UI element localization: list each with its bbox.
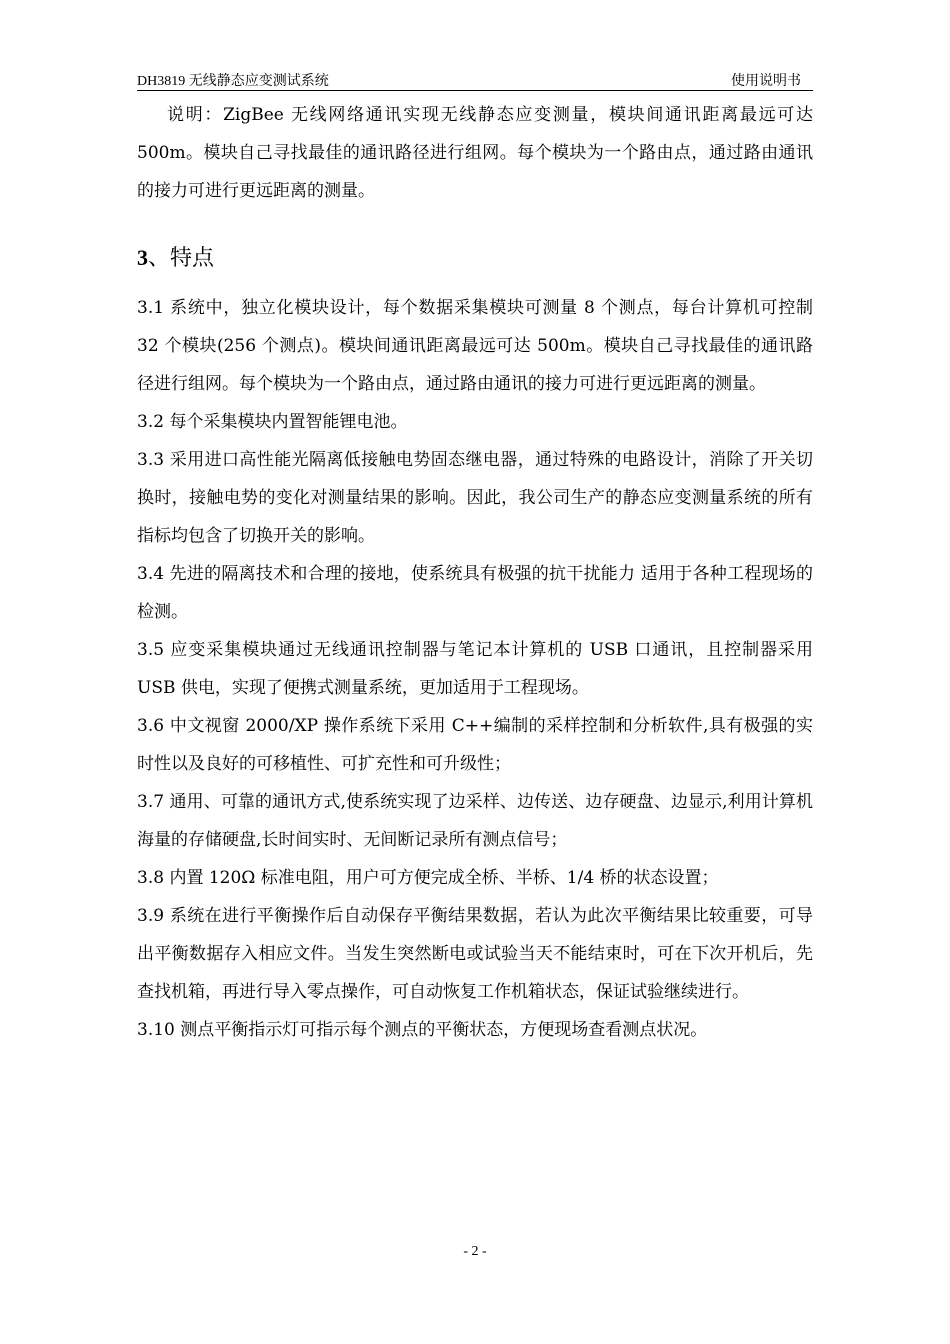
feature-item-3-10: 3.10 测点平衡指示灯可指示每个测点的平衡状态，方便现场查看测点状况。 [137, 1020, 708, 1040]
section-heading [137, 240, 813, 277]
feature-item-3-3: 3.3 采用进口高性能光隔离低接触电势固态继电器，通过特殊的电路设计，消除了开关切换时，接触电势的变化对测量结果的影响。因此，我公司生产的静态应变测量系统的所有指标均包含了切换开关的影响。 [137, 450, 813, 546]
section-separator: 、 [148, 246, 171, 271]
page-number: - 2 - [463, 1244, 487, 1259]
page-header [137, 68, 813, 91]
header-doc-type: 使用说明书 [731, 73, 801, 89]
section-title: 特点 [170, 246, 215, 271]
feature-item-3-2: 3.2 每个采集模块内置智能锂电池。 [137, 412, 408, 432]
feature-item-3-7: 3.7 通用、可靠的通讯方式,使系统实现了边采样、边传送、边存硬盘、边显示,利用计算机海量的存储硬盘,长时间实时、无间断记录所有测点信号； [137, 792, 813, 850]
feature-item-3-8: 3.8 内置 120Ω 标准电阻，用户可方便完成全桥、半桥、1/4 桥的状态设置； [137, 868, 719, 888]
section-number: 3 [137, 245, 148, 270]
feature-item-3-5: 3.5 应变采集模块通过无线通讯控制器与笔记本计算机的 USB 口通讯，且控制器采用 USB 供电，实现了便携式测量系统，更加适用于工程现场。 [137, 640, 813, 698]
feature-item-3-9: 3.9 系统在进行平衡操作后自动保存平衡结果数据，若认为此次平衡结果比较重要，可导出平衡数据存入相应文件。当发生突然断电或试验当天不能结束时，可在下次开机后，先查找机箱，再进行导入零点操作，可自动恢复工作机箱状态，保证试验继续进行。 [137, 906, 813, 1002]
page-body [137, 96, 813, 1049]
header-title: DH3819 无线静态应变测试系统 [137, 74, 329, 89]
feature-item-3-4: 3.4 先进的隔离技术和合理的接地，使系统具有极强的抗干扰能力 适用于各种工程现场的检测。 [137, 564, 813, 622]
feature-item-3-1: 3.1 系统中，独立化模块设计，每个数据采集模块可测量 8 个测点，每台计算机可控制 32 个模块(256 个测点)。模块间通讯距离最远可达 500m。模块自己寻找最佳的通讯路径进行组网。每个模块为一个路由点，通过路由通讯的接力可进行更远距离的测量。 [137, 298, 813, 394]
intro-paragraph: 说明：ZigBee 无线网络通讯实现无线静态应变测量，模块间通讯距离最远可达 500m。模块自己寻找最佳的通讯路径进行组网。每个模块为一个路由点，通过路由通讯的接力可进行更远距离的测量。 [137, 105, 813, 201]
feature-item-3-6: 3.6 中文视窗 2000/XP 操作系统下采用 C++编制的采样控制和分析软件,具有极强的实时性以及良好的可移植性、可扩充性和可升级性； [137, 716, 813, 774]
